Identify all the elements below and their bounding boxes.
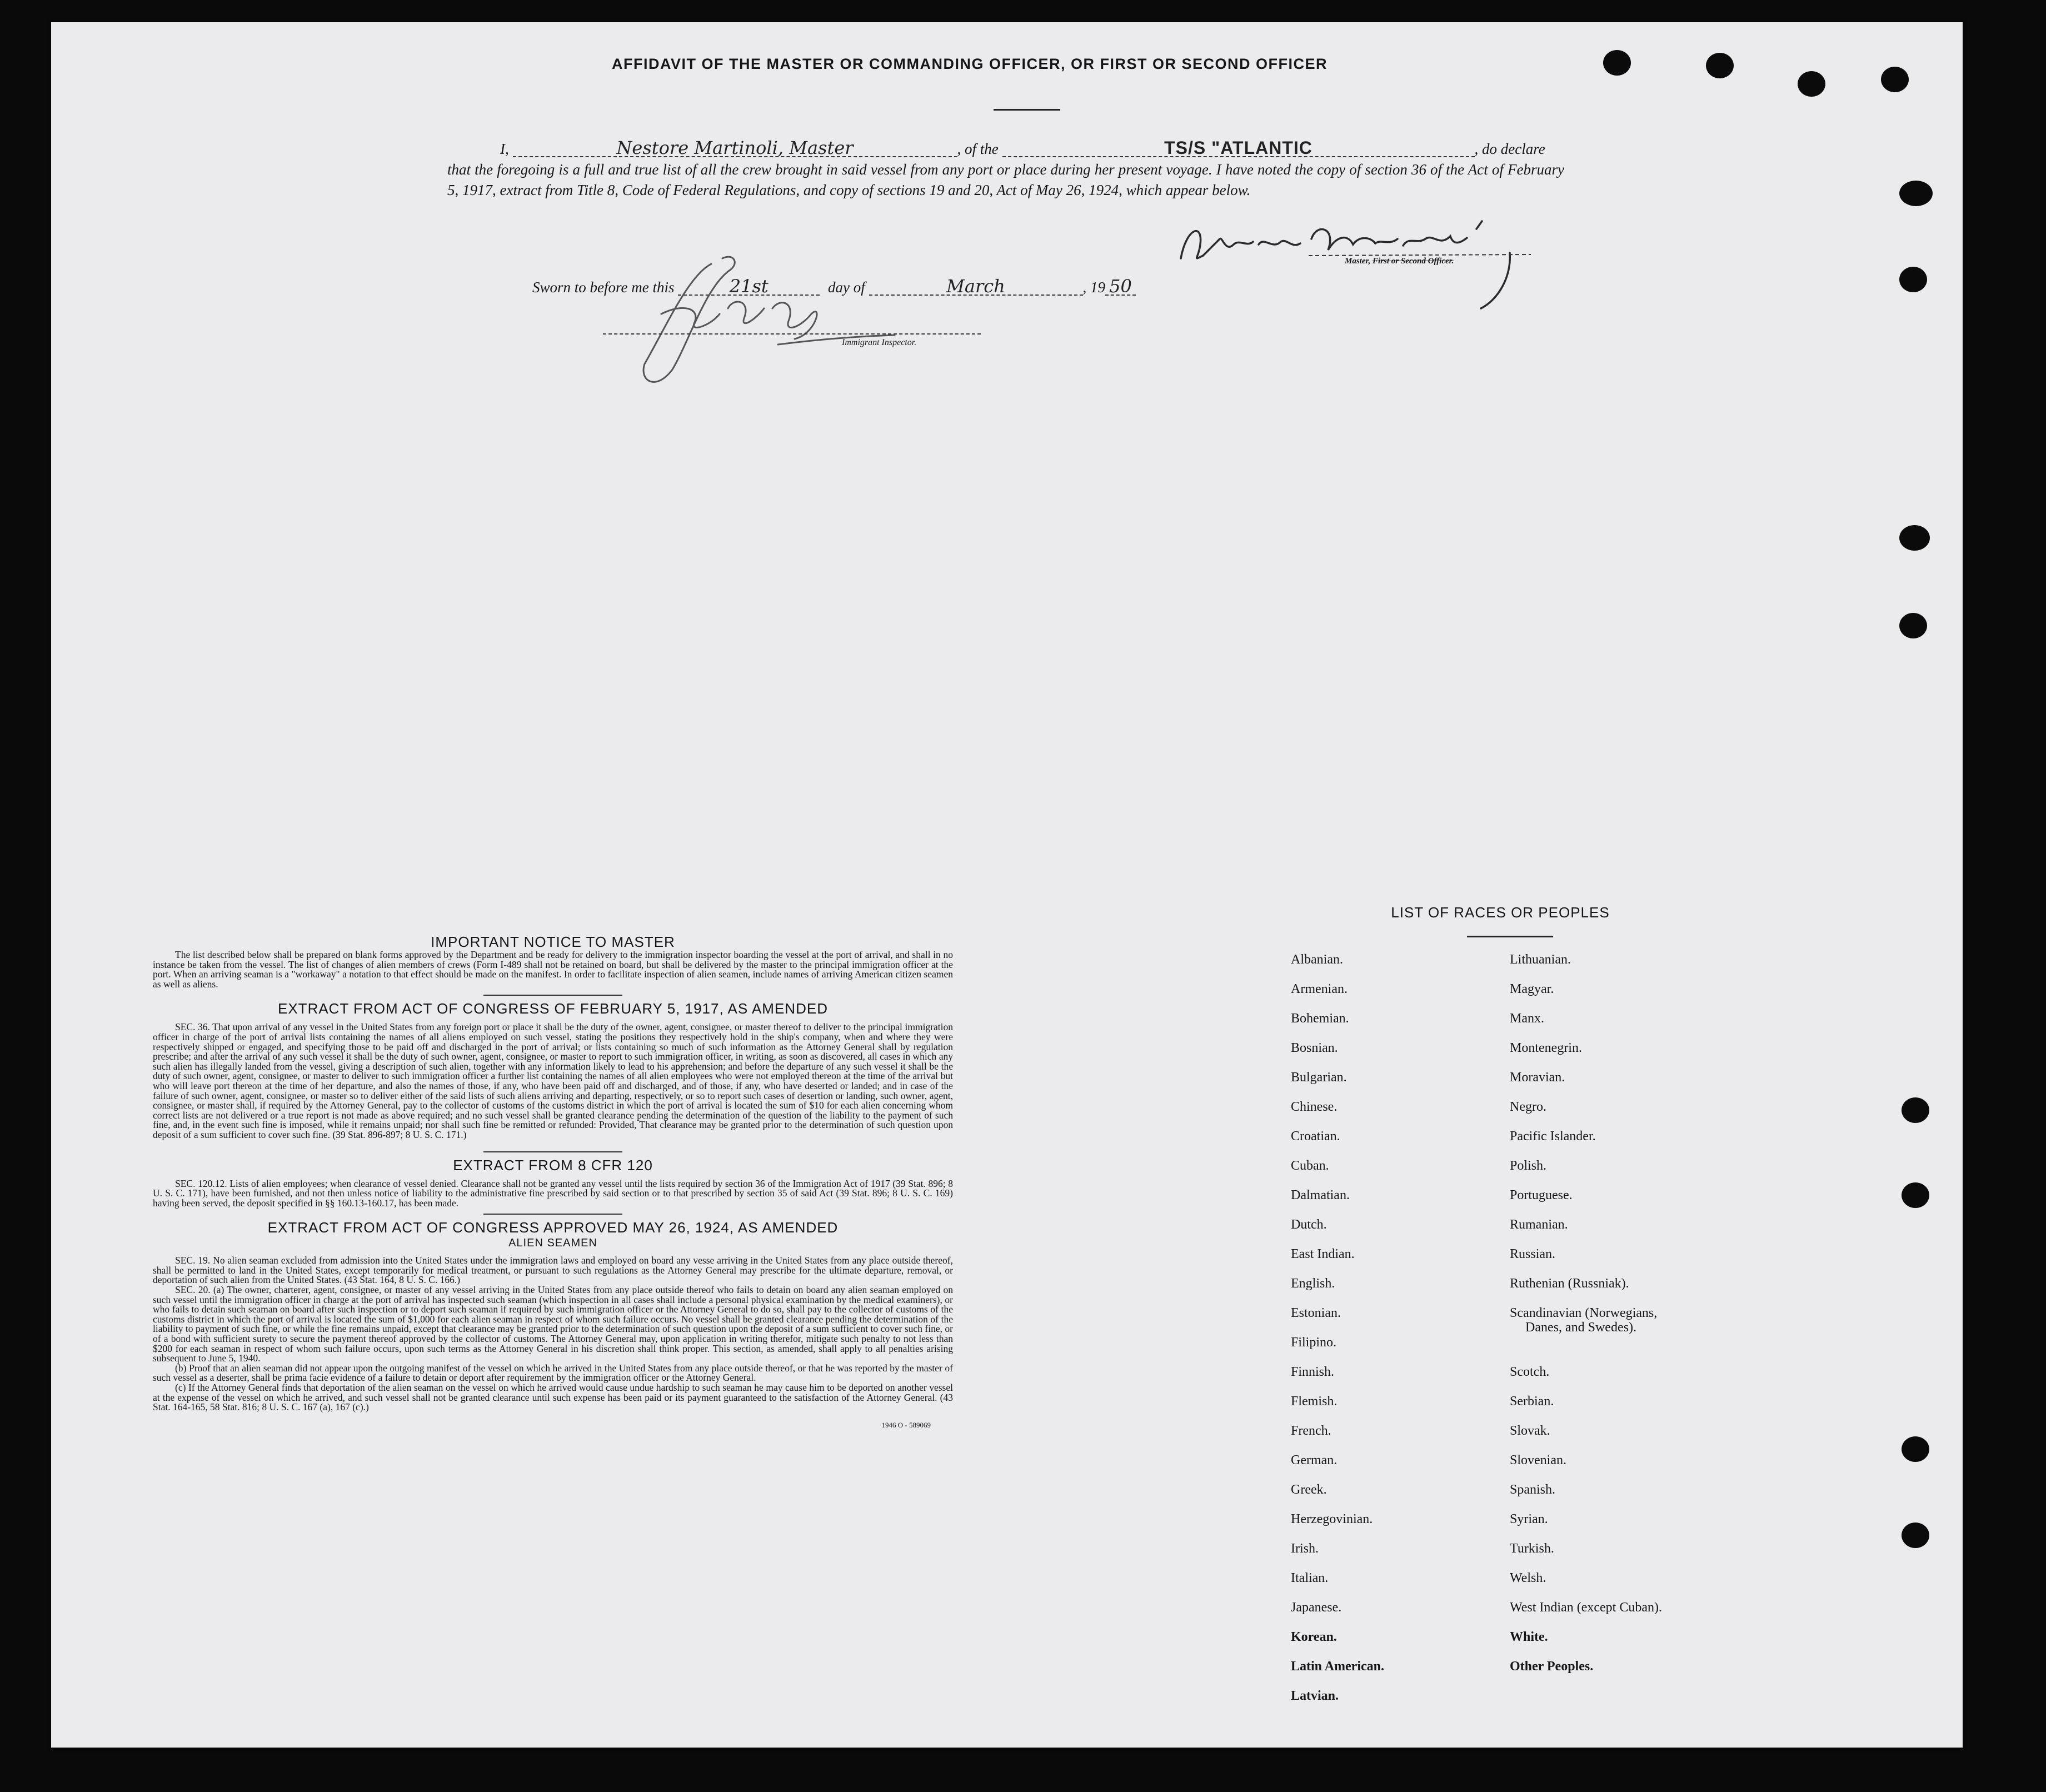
extract-1924-sec20c: (c) If the Attorney General finds that deportation of the alien seaman on the vessel on which he arrived would cause undue hardship to such seaman he may cause him to be deported on another vessel at the expense of the vessel on which he arrived, and such vessel shall not be granted clearance until such expense has been paid or its payment guaranteed to the satisfaction of the Attorney General. (43 Stat. 164-165, 58 Stat. 816; 8 U. S. C. 167 (a), 167 (c).) xyxy=(153,1382,953,1413)
race-item: Magyar. xyxy=(1510,982,1554,996)
race-item: Manx. xyxy=(1510,1011,1544,1026)
race-item: Cuban. xyxy=(1291,1159,1329,1173)
declaration-prefix: I, xyxy=(500,141,509,157)
race-item: Latvian. xyxy=(1291,1689,1339,1703)
race-item: Polish. xyxy=(1510,1159,1547,1173)
section-rule xyxy=(483,995,622,996)
race-item: Dalmatian. xyxy=(1291,1188,1350,1202)
sworn-prefix: Sworn to before me this xyxy=(532,279,675,296)
declaration-text: that the foregoing is a full and true list of all the crew brought in said vessel from any port or place during her present voyage. I have noted the copy of section 36 of the Act of February 5, 1917, extract from Title 8, Code of Federal Regulations, and copy of sections 19 and 20, Act of May 26, 1924, which appear below. xyxy=(447,161,1564,198)
section-rule xyxy=(483,1151,622,1152)
inspector-signature-line xyxy=(603,333,981,335)
punch-hole xyxy=(1899,525,1930,551)
extract-1924-subtitle: ALIEN SEAMEN xyxy=(508,1237,597,1250)
race-item: Finnish. xyxy=(1291,1365,1335,1379)
race-item: West Indian (except Cuban). xyxy=(1510,1600,1662,1615)
declaration-do-declare: , do declare xyxy=(1474,141,1545,157)
sworn-month-field: March xyxy=(869,278,1083,296)
races-left-column xyxy=(1291,952,1384,1718)
extract-cfr-title: EXTRACT FROM 8 CFR 120 xyxy=(453,1156,653,1174)
vessel-name-field xyxy=(1002,139,1475,157)
race-item: Albanian. xyxy=(1291,952,1343,967)
race-item: White. xyxy=(1510,1630,1548,1644)
inspector-signature xyxy=(628,242,939,403)
signature-caption xyxy=(1345,257,1454,266)
notice-column xyxy=(153,934,953,1430)
race-item: Greek. xyxy=(1291,1482,1327,1497)
punch-hole xyxy=(1902,1523,1929,1548)
race-item: Bulgarian. xyxy=(1291,1070,1347,1085)
section-rule xyxy=(483,1214,622,1215)
title-rule xyxy=(994,109,1060,111)
race-item: Filipino. xyxy=(1291,1335,1337,1350)
race-item: Montenegrin. xyxy=(1510,1041,1582,1055)
signature-caption-master: Master, xyxy=(1345,257,1371,266)
race-item: Rumanian. xyxy=(1510,1217,1568,1232)
inspector-caption: Immigrant Inspector. xyxy=(842,338,917,347)
race-item: Danes, and Swedes). xyxy=(1525,1320,1636,1335)
race-item: Spanish. xyxy=(1510,1482,1556,1497)
race-item: Slovenian. xyxy=(1510,1453,1566,1467)
race-item: Flemish. xyxy=(1291,1394,1338,1409)
race-item: Italian. xyxy=(1291,1571,1329,1585)
sworn-year-field: 50 xyxy=(1105,278,1136,296)
vessel-name: TS/S "ATLANTIC xyxy=(1164,138,1313,158)
extract-cfr-body: SEC. 120.12. Lists of alien employees; when clearance of vessel denied. Clearance shall not be granted any vessel until the lists required by section 36 of the Immigration Act of 1917 (39 Stat. 896; 8 U. S. C. 171), have been furnished, and not then unless notice of liability to the administrative fine prescribed by said section or to that prescribed by section 35 of said Act (39 Stat. 896; 8 U. S. C. 169) having been served, the deposit specified in §§ 160.13-160.17, has been made. xyxy=(153,1177,953,1209)
race-item: East Indian. xyxy=(1291,1247,1355,1261)
master-name-field: Nestore Martinoli, Master xyxy=(513,139,957,157)
race-item: Syrian. xyxy=(1510,1512,1548,1526)
extract-1924-title: EXTRACT FROM ACT OF CONGRESS APPROVED MAY 26, 1924, AS AMENDED xyxy=(267,1219,839,1236)
punch-hole xyxy=(1902,1097,1929,1123)
race-item: Bohemian. xyxy=(1291,1011,1349,1026)
race-item: Ruthenian (Russniak). xyxy=(1510,1276,1629,1291)
affidavit-title: AFFIDAVIT OF THE MASTER OR COMMANDING OFFICER, OR FIRST OR SECOND OFFICER xyxy=(612,56,1328,72)
printing-code: 1946 O - 589069 xyxy=(881,1420,931,1429)
punch-hole xyxy=(1902,1182,1929,1208)
race-item: Chinese. xyxy=(1291,1100,1338,1114)
race-item: German. xyxy=(1291,1453,1338,1467)
race-item: Scandinavian (Norwegians, xyxy=(1510,1306,1658,1320)
sworn-day-field: 21st xyxy=(678,278,820,296)
race-item: Croatian. xyxy=(1291,1129,1340,1144)
race-item: Negro. xyxy=(1510,1100,1546,1114)
declaration-of-the: , of the xyxy=(957,141,999,157)
race-item: Pacific Islander. xyxy=(1510,1129,1596,1144)
extract-1917-title: EXTRACT FROM ACT OF CONGRESS OF FEBRUARY 5, 1917, AS AMENDED xyxy=(278,1000,828,1017)
punch-hole xyxy=(1902,1436,1929,1462)
punch-hole xyxy=(1899,181,1933,206)
race-item: Armenian. xyxy=(1291,982,1348,996)
race-item: Welsh. xyxy=(1510,1571,1546,1585)
extract-1917-body: SEC. 36. That upon arrival of any vessel in the United States from any foreign port or place it shall be the duty of the owner, agent, consignee, or master thereof to deliver to the principal immigration officer in charge of the port of arrival lists containing the names of all aliens employed on such vessel, stating the positions they respectively hold in the ship's company, when and where they were respectively shipped or engaged, and specifying those to be paid off and discharged in the port of arrival; or lists containing so much of such information as the Attorney General shall by regulation prescribe; and after the arrival of any such vessel it shall be the duty of such owner, agent, consignee, or master to report to such immigration officer, in writing, as soon as discovered, all cases in which any such alien has illegally landed from the vessel, giving a description of such alien, together with any information likely to lead to his apprehension; and before the departure of any such vessel it shall be the duty of such owner, agent, consignee, or master to deliver to such immigration officer a further list containing the names of all alien employees who were not employed thereon at the time of the arrival but who will leave port thereon at the time of her departure, and also the names of those, if any, who have been paid off and discharged, and of those, if any, who have deserted or landed; and in case of the failure of such owner, agent, consignee, or master so to deliver either of the said lists of such aliens arriving and departing, respectively, or so to report such cases of desertion or landing, such owner, agent, consignee, or master shall, if required by the Attorney General, pay to the collector of customs of the customs district in which the port of arrival is located the sum of $10 for each alien concerning whom correct lists are not delivered or a true report is not made as above required; and no such vessel shall be granted clearance pending the determination of the question of the liability to the payment of such fine, and, in the event such fine is imposed, while it remains unpaid; nor shall such fine be remitted or refunded: Provided, That clearance may be granted prior to the determination of such question upon deposit of a sum sufficient to cover such fine. (39 Stat. 896-897; 8 U. S. C. 171.) xyxy=(153,1021,953,1140)
declaration-line xyxy=(500,139,1564,159)
race-item: Irish. xyxy=(1291,1541,1319,1556)
race-item: Latin American. xyxy=(1291,1659,1384,1674)
races-right-column xyxy=(1510,952,1662,1688)
sworn-year-prefix: , 19 xyxy=(1082,279,1105,296)
race-item: Japanese. xyxy=(1291,1600,1342,1615)
race-item: Dutch. xyxy=(1291,1217,1327,1232)
extract-1924-sec20b: (b) Proof that an alien seaman did not appear upon the outgoing manifest of the vessel on which he arrived in the United States from any place outside thereof, or that he was reported by the master of such vessel as a deserter, shall be prima facie evidence of a failure to detain or deport after requirement by the immigration officer or the Attorney General. xyxy=(153,1362,953,1384)
race-item: Estonian. xyxy=(1291,1306,1341,1320)
extract-1924-sec20a: SEC. 20. (a) The owner, charterer, agent, consignee, or master of any vessel arriving in the United States from any place outside thereof who fails to detain on board any alien seaman employed on such vessel until the immigration officer in charge at the port of arrival has inspected such seaman (which inspection in all cases shall include a personal physical examination by the medical examiners), or who fails to detain such seaman on board after such inspection or to deport such seaman if required by such immigration officer or the Attorney General to do so, shall pay to the collector of customs of the customs district in which the port of arrival is located the sum of $1,000 for each alien seaman in respect of whom such failure occurs. No vessel shall be granted clearance pending the determination of the liability to payment of such fine, or while the fine remains unpaid, except that clearance may be granted prior to the determination of such question upon the deposit of a sum sufficient to cover such fine, or of a bond with sufficient surety to secure the payment thereof approved by the collector of customs. The Attorney General may, upon application in writing therefor, mitigate such penalty to not less than $200 for each seaman in respect of whom such failure occurs, upon such terms as the Attorney General in his discretion shall think proper. This section, as amended, shall apply to all penalties arising subsequent to June 5, 1940. xyxy=(153,1284,953,1364)
race-item: Moravian. xyxy=(1510,1070,1565,1085)
affidavit-body xyxy=(447,139,1564,201)
race-item: Herzegovinian. xyxy=(1291,1512,1373,1526)
punch-hole xyxy=(1899,267,1927,292)
punch-hole xyxy=(1899,613,1927,638)
race-item: Lithuanian. xyxy=(1510,952,1571,967)
race-item: French. xyxy=(1291,1424,1331,1438)
race-item: English. xyxy=(1291,1276,1335,1291)
race-item: Scotch. xyxy=(1510,1365,1550,1379)
signature-caption-struck: First or Second Officer. xyxy=(1373,257,1454,266)
race-item: Russian. xyxy=(1510,1247,1556,1261)
extract-1924-sec19: SEC. 19. No alien seaman excluded from admission into the United States under the immigration laws and employed on board any vesse arriving in the United States from any place outside thereof, shall be permitted to land in the United States, except temporarily for medical treatment, or pursuant to such regulations as the Attorney General may prescribe for the ultimate departure, removal, or deportation of such alien from the United States. (43 Stat. 164, 8 U. S. C. 166.) xyxy=(153,1255,953,1286)
race-item: Turkish. xyxy=(1510,1541,1554,1556)
punch-hole xyxy=(1798,71,1825,97)
races-title: LIST OF RACES OR PEOPLES xyxy=(1391,904,1610,921)
race-item: Bosnian. xyxy=(1291,1041,1338,1055)
race-item: Serbian. xyxy=(1510,1394,1554,1409)
race-item: Slovak. xyxy=(1510,1424,1550,1438)
race-item: Other Peoples. xyxy=(1510,1659,1594,1674)
sworn-day-of: day of xyxy=(828,279,865,296)
race-item: Portuguese. xyxy=(1510,1188,1573,1202)
races-title-rule xyxy=(1467,936,1553,937)
notice-body: The list described below shall be prepared on blank forms approved by the Department and be ready for delivery to the immigration inspector boarding the vessel at the port of arrival, and shall in no instance be taken from the vessel. The list of changes of alien members of crews (Form I-489 shall not be retained on board, but shall be delivered by the master to the principal immigration officer at the port. When an arriving seaman is a "workaway" a notation to that effect should be made on the manifest. In order to facilitate inspection of alien seamen, include names of arriving American citizen seamen as well as aliens. xyxy=(153,949,953,990)
notice-title: IMPORTANT NOTICE TO MASTER xyxy=(431,934,675,950)
race-item: Korean. xyxy=(1291,1630,1337,1644)
